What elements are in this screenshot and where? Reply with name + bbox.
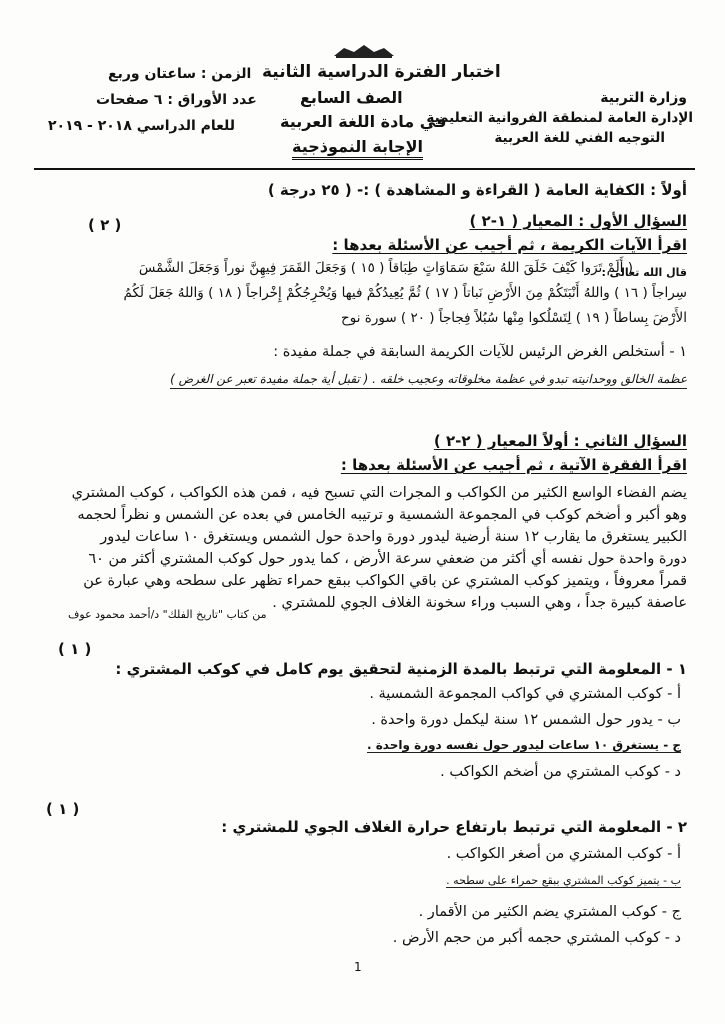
question-1-answer: عظمة الخالق ووحدانيته تبدو في عظمة مخلوقاته وعجيب خلقه . ( تقبل أية جملة مفيدة تعبر عن الغرض ): [170, 372, 687, 389]
question-1-instruction: اقرأ الآيات الكريمة ، ثم أجيب عن الأسئلة بعدها :: [332, 236, 687, 254]
item-1-option-b: ب - يدور حول الشمس ١٢ سنة ليكمل دورة واحدة .: [371, 712, 681, 728]
department-name: التوجيه الفني للغة العربية: [494, 130, 665, 146]
page-number: 1: [354, 960, 362, 974]
model-answer-label: الإجابة النموذجية: [292, 137, 423, 160]
verse-intro: قال الله تعالى :: [601, 266, 687, 279]
ministry-logo-icon: [330, 42, 398, 60]
verse-line-2: سِراجاً ( ١٦ ) واللهُ أَنْبَتَكُمْ مِنَ الأَرْضِ نَباتاً ( ١٧ ) ثُمَّ يُعِيدُكُمْ فيها وَيُخْرِجُكُمْ إِخْراجاً ( ١٨ ) وَاللهُ جَعَلَ لَكُمُ: [123, 285, 687, 301]
passage-line: الكبير يستغرق ما يقارب ١٢ سنة أرضية ليدور دورة واحدة حول الشمس ويستغرق ١٠ ساعات ليدور: [100, 529, 687, 545]
passage-line: قمراً معروفاً ، ويتميز كوكب المشتري عن باقي الكواكب ببقع حمراء تظهر على سطحه وهي عبارة عن: [83, 573, 687, 589]
question-1-title: السؤال الأول : المعيار ( ١-٢ ): [469, 212, 687, 230]
subject: في مادة اللغة العربية: [280, 112, 447, 131]
item-2-option-d: د - كوكب المشتري حجمه أكبر من حجم الأرض .: [392, 930, 681, 946]
passage-line: وهو أكبر و أضخم كوكب في المجموعة الشمسية و ترتيبه الخامس في بعده عن الشمس و نظراً لحجمه: [77, 507, 687, 523]
item-2-mark: ( ١ ): [46, 800, 80, 818]
item-2-option-b-correct: ب - يتميز كوكب المشتري ببقع حمراء على سطحه .: [446, 874, 681, 887]
reading-passage: [37, 482, 687, 614]
item-1-option-a: أ - كوكب المشتري في كواكب المجموعة الشمسية .: [369, 686, 681, 702]
grade: الصف السابع: [300, 88, 403, 107]
passage-source: من كتاب "تاريخ الفلك" د/أحمد محمود عوف: [68, 608, 267, 621]
verse-line-3: الأَرْضَ بِساطاً ( ١٩ ) لِتَسْلُكوا مِنْها سُبُلاً فِجاجاً ( ٢٠ ) سورة نوح: [341, 310, 687, 326]
section-title: أولاً : الكفاية العامة ( القراءة و المشاهدة ) :- ( ٢٥ درجة ): [267, 181, 687, 199]
passage-line: دورة واحدة حول نفسه أي أكثر من ضعفي سرعة الأرض ، كما يدور حول كوكب المشتري أكثر من ٦٠: [88, 551, 687, 567]
item-1-mark: ( ١ ): [58, 640, 92, 658]
ministry-name: وزارة التربية: [600, 90, 687, 106]
item-1-question: ١ - المعلومة التي ترتبط بالمدة الزمنية لتحقيق يوم كامل في كوكب المشتري :: [115, 660, 687, 678]
item-2-option-c: ج - كوكب المشتري يضم الكثير من الأقمار .: [418, 904, 681, 920]
question-1-mark: ( ٢ ): [88, 216, 122, 234]
verse-line-1: ( أَلَمْ تَرَوا كَيْفَ خَلَقَ اللهُ سَبْعَ سَمَاوَاتٍ طِبَاقاً ( ١٥ ) وَجَعَلَ القَمَرَ فِيهِنَّ نوراً وَجَعَلَ الشَّمْسَ: [138, 260, 633, 276]
question-1-item-1: ١ - أستخلص الغرض الرئيس للآيات الكريمة السابقة في جملة مفيدة :: [273, 344, 687, 360]
passage-line: يضم الفضاء الواسع الكثير من الكواكب و المجرات التي تسبح فيه ، فمن هذه الكواكب ، كوكب المشتري: [71, 485, 687, 501]
pages-count: عدد الأوراق : ٦ صفحات: [96, 92, 257, 108]
item-2-question: ٢ - المعلومة التي ترتبط بارتفاع حرارة الغلاف الجوي للمشتري :: [221, 818, 687, 836]
item-2-option-a: أ - كوكب المشتري من أصغر الكواكب .: [446, 846, 681, 862]
directorate-name: الإدارة العامة لمنطقة الفروانية التعليمية: [426, 110, 693, 126]
question-2-instruction: اقرأ الفقرة الآتية ، ثم أجيب عن الأسئلة بعدها :: [340, 456, 687, 474]
passage-line: عاصفة كبيرة جداً ، وهي السبب وراء سخونة الغلاف الجوي للمشتري .: [272, 595, 687, 611]
item-1-option-d: د - كوكب المشتري من أضخم الكواكب .: [440, 764, 681, 780]
academic-year: للعام الدراسي ٢٠١٨ - ٢٠١٩: [48, 118, 236, 134]
question-2-title: السؤال الثاني : أولاً المعيار ( ٢-٢ ): [433, 432, 687, 450]
exam-duration: الزمن : ساعتان وربع: [108, 66, 252, 82]
header-divider: [34, 168, 695, 170]
item-1-option-c-correct: ج - يستغرق ١٠ ساعات ليدور حول نفسه دورة واحدة .: [366, 738, 681, 752]
exam-title: اختبار الفترة الدراسية الثانية: [262, 62, 501, 82]
